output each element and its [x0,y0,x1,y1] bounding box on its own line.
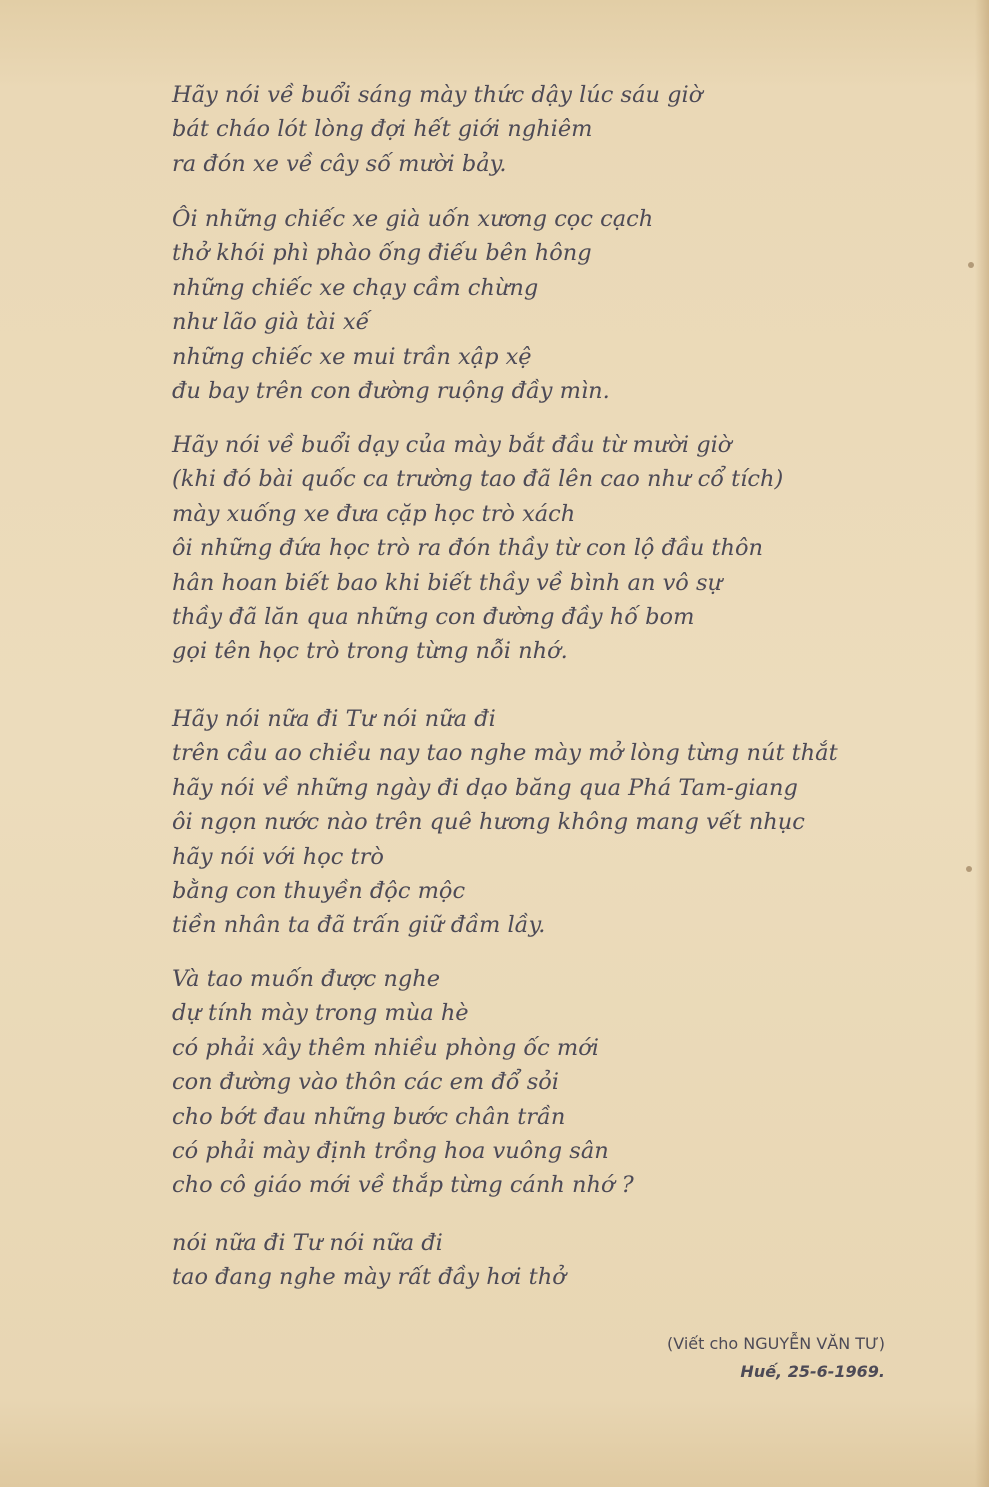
stanza-4 [172,702,838,943]
poem-line: những chiếc xe chạy cầm chừng [172,274,539,301]
poem-line: Hãy nói nữa đi Tư nói nữa đi [172,706,496,732]
poem-line: đu bay trên con đường ruộng đầy mìn. [172,377,610,404]
poem-line: ôi những đứa học trò ra đón thầy từ con lộ đầu thôn [172,535,764,562]
poem-line: ôi ngọn nước nào trên quê hương không mang vết nhục [172,809,805,836]
poem-line: con đường vào thôn các em đổ sỏi [172,1069,560,1096]
poem-line: dự tính mày trong mùa hè [172,1000,469,1027]
poem-line: Và tao muốn được nghe [172,966,441,992]
poem-line: những chiếc xe mui trần xập xệ [172,343,532,370]
poem-line: bằng con thuyền độc mộc [172,877,466,904]
signature-block [667,1330,885,1386]
poem-line: cho cô giáo mới về thắp từng cánh nhớ ? [172,1172,634,1199]
poem-line: có phải mày định trồng hoa vuông sân [172,1137,609,1164]
dedication: (Viết cho NGUYỄN VĂN TƯ) [667,1334,885,1353]
poem-line: như lão già tài xế [172,309,370,336]
poem-line: có phải xây thêm nhiều phòng ốc mới [172,1034,600,1061]
poem-line: hân hoan biết bao khi biết thầy về bình an vô sự [172,569,723,596]
poem-line: thở khói phì phào ống điếu bên hông [172,240,592,267]
poem-line: trên cầu ao chiều nay tao nghe mày mở lòng từng nút thắt [172,740,838,767]
stanza-5 [172,962,634,1203]
binding-hole-mark [968,262,974,268]
poem-line: bát cháo lót lòng đợi hết giới nghiêm [172,116,593,143]
stanza-6 [172,1226,566,1295]
poem-line: hãy nói về những ngày đi dạo băng qua Phá Tam-giang [172,774,798,801]
poem-line: (khi đó bài quốc ca trường tao đã lên cao như cổ tích) [172,466,784,493]
stanza-1 [172,78,702,181]
poem-line: tao đang nghe mày rất đầy hơi thở [172,1264,566,1291]
poem-line: thầy đã lăn qua những con đường đầy hố bom [172,603,695,630]
poem-line: ra đón xe về cây số mười bảy. [172,150,507,177]
stanza-3 [172,428,783,669]
poem-line: Hãy nói về buổi dạy của mày bắt đầu từ mười giờ [172,432,732,458]
page-edge-shadow [975,0,989,1487]
poem-line: mày xuống xe đưa cặp học trò xách [172,500,576,527]
place-date: Huế, 25-6-1969. [740,1362,885,1381]
poem-line: tiền nhân ta đã trấn giữ đầm lầy. [172,912,546,939]
binding-hole-mark [966,866,972,872]
poem-line: gọi tên học trò trong từng nỗi nhớ. [172,638,568,665]
poem-line: hãy nói với học trò [172,843,384,870]
poem-line: Hãy nói về buổi sáng mày thức dậy lúc sáu giờ [172,82,703,108]
poem-line: Ôi những chiếc xe già uốn xương cọc cạch [172,206,654,232]
poem-line: nói nữa đi Tư nói nữa đi [172,1230,443,1256]
poem-line: cho bớt đau những bước chân trần [172,1103,566,1130]
stanza-2 [172,202,653,408]
